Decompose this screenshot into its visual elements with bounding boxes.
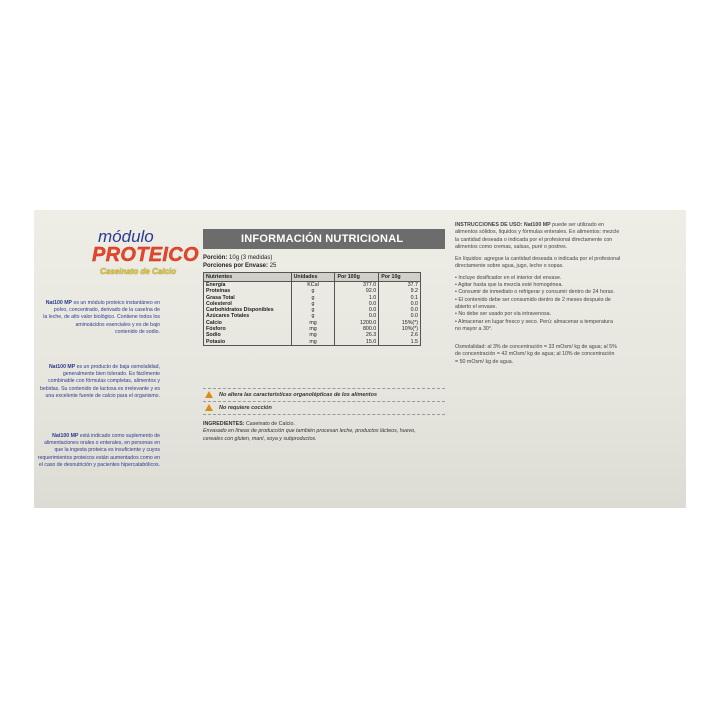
nutrition-header: INFORMACIÓN NUTRICIONAL: [203, 229, 445, 249]
table-cell: g: [291, 295, 335, 301]
table-cell: 1200.0: [335, 320, 379, 326]
table-cell: Fósforo: [204, 326, 292, 332]
instructions-bullets: [455, 275, 669, 333]
table-cell: 0.0: [379, 301, 421, 307]
product-name: Nat100 MP: [48, 364, 76, 370]
instructions-paragraph-2: [455, 256, 669, 271]
table-cell: 92.0: [335, 288, 379, 294]
text-line: la cantidad deseada o indicada por el profesional directamente con: [455, 236, 613, 243]
table-cell: Grasa Total: [204, 295, 292, 301]
text-line: requerimientos proteicos están aumentados como en: [37, 454, 160, 461]
table-cell: g: [291, 288, 335, 294]
table-cell: 2.6: [379, 332, 421, 338]
table-cell: mg: [291, 320, 335, 326]
text-line: está indicado como suplemento de: [79, 433, 160, 439]
column-header: Nutrientes: [204, 273, 292, 282]
ingredients: [203, 421, 443, 443]
text-line: generalmente bien tolerado. Es fácilmente: [62, 371, 160, 378]
bullet-item: • Consumir de inmediato o refrigerar y consumir dentro de 24 horas.: [455, 289, 615, 296]
bullet-item: • Almacenar en lugar fresco y seco. Perú: almacenar a temperatura: [455, 318, 613, 325]
text-line: la leche, de alto valor biológico. Contiene todos los: [43, 314, 160, 321]
warning-row-2: [203, 401, 445, 415]
warning-triangle-icon: [205, 391, 213, 398]
left-paragraph-3: [0, 433, 160, 469]
osmolality-info: [455, 344, 669, 366]
column-header: Por 100g: [335, 273, 379, 282]
product-name: Nat100 MP: [52, 433, 79, 439]
table-cell: mg: [291, 326, 335, 332]
bullet-item: abierto el envase.: [455, 303, 497, 310]
warning-text: No altera las características organolépticas de los alimentos: [219, 392, 378, 398]
text-line: bebidas. Su contenido de lactosa es irrelevante y es: [40, 385, 160, 392]
column-header: Unidades: [291, 273, 335, 282]
table-cell: mg: [291, 339, 335, 346]
table-cell: 800.0: [335, 326, 379, 332]
text-line: una excelente fuente de calcio para el organismo.: [45, 392, 160, 399]
text-line: contenido de sodio.: [115, 328, 160, 335]
table-cell: Colesterol: [204, 301, 292, 307]
text-line: es un módulo proteico instantáneo en: [73, 300, 160, 306]
table-row: [204, 282, 421, 289]
table-cell: 9.2: [379, 288, 421, 294]
table-cell: mg: [291, 332, 335, 338]
column-header: Por 10g: [379, 273, 421, 282]
text-line: es un producto de baja osmolalidad,: [76, 364, 160, 370]
portion-info: [203, 254, 445, 270]
text-line: polvo, concentrado, derivado de la caseína de: [53, 307, 160, 314]
table-cell: Azúcares Totales: [204, 313, 292, 319]
table-cell: 0.1: [379, 295, 421, 301]
servings-value: 25: [269, 263, 277, 269]
text-line: alimentos como cremas, salsas, puré o postres.: [455, 243, 568, 250]
table-cell: Carbohidratos Disponibles: [204, 307, 292, 313]
text-line: directamente sobre agua, jugo, leche o sopas.: [455, 263, 564, 270]
brand-proteico-text: PROTEICO: [92, 244, 199, 266]
allergen-note: cereales con gluten, maní, soya y subproductos.: [203, 435, 317, 442]
text-line: combinable con fórmulas completas, alimentos y: [48, 378, 160, 385]
table-cell: Energía: [204, 282, 292, 289]
bullet-item: • Incluye dosificador en el interior del envase.: [455, 274, 562, 281]
text-line: que la ingesta proteica es insuficiente y cuyos: [54, 447, 160, 454]
table-cell: 1.5: [379, 339, 421, 346]
table-cell: 10%(*): [379, 326, 421, 332]
text-line: puede ser utilizado en: [552, 222, 605, 228]
text-line: Osmolalidad: al 3% de concentración = 33 mOsm/ kg de agua; al 5%: [455, 344, 617, 351]
servings-label: Porciones por Envase:: [203, 263, 269, 269]
product-name: Nat100 MP: [45, 300, 73, 306]
bullet-item: • No debe ser usado por vía intravenosa.: [455, 311, 552, 318]
warning-row-1: [203, 388, 445, 401]
table-cell: g: [291, 307, 335, 313]
table-cell: 0.0: [379, 313, 421, 319]
brand-caseinate-text: Caseinato de Calcio: [100, 267, 177, 276]
table-cell: 0.0: [335, 313, 379, 319]
instructions-title: INSTRUCCIONES DE USO:: [455, 222, 523, 228]
table-cell: 0.0: [379, 307, 421, 313]
product-name: Nat100 MP: [523, 222, 551, 228]
warning-text: No requiere cocción: [219, 405, 272, 411]
table-cell: Calcio: [204, 320, 292, 326]
instructions-panel: [455, 222, 669, 369]
table-cell: 377.0: [335, 282, 379, 289]
text-line: alimentaciones orales o enterales, en personas en: [44, 440, 160, 447]
table-cell: 15.0: [335, 339, 379, 346]
warning-triangle-icon: [205, 404, 213, 411]
allergen-note: Envasado en líneas de producción que también procesan leche, productos lácteos, huevo,: [203, 428, 416, 435]
instructions-paragraph-1: [455, 222, 669, 251]
bullet-item: no mayor a 30°.: [455, 325, 493, 332]
text-line: = 50 mOsm/ kg de agua.: [455, 358, 514, 365]
table-row: [204, 339, 421, 346]
portion-value: 10g (3 medidas): [229, 255, 273, 261]
table-cell: Proteínas: [204, 288, 292, 294]
table-cell: Potasio: [204, 339, 292, 346]
table-cell: 37.7: [379, 282, 421, 289]
table-header-row: [204, 273, 421, 282]
table-cell: g: [291, 301, 335, 307]
left-paragraph-2: [0, 364, 160, 400]
text-line: alimentos sólidos, líquidos y fórmulas enterales. En alimentos: mezcle: [455, 229, 620, 236]
table-cell: 0.0: [335, 307, 379, 313]
table-cell: 15%(*): [379, 320, 421, 326]
text-line: En líquidos: agregue la cantidad deseada o indicada por el profesional: [455, 256, 621, 263]
nutrition-panel: [203, 229, 445, 346]
nutrition-table: [203, 272, 421, 346]
left-paragraph-1: [0, 300, 160, 336]
table-cell: g: [291, 313, 335, 319]
table-cell: 26.3: [335, 332, 379, 338]
text-line: de concentración = 42 mOsm/ kg de agua; al 10% de concentración: [455, 351, 615, 358]
table-cell: KCal: [291, 282, 335, 289]
ingredients-value: Caseinato de Calcio.: [245, 421, 295, 427]
table-cell: 1.0: [335, 295, 379, 301]
bullet-item: • Agitar hasta que la mezcla esté homogénea.: [455, 282, 563, 289]
portion-label: Porción:: [203, 255, 228, 261]
brand-module-text: módulo: [98, 227, 154, 246]
table-cell: Sodio: [204, 332, 292, 338]
text-line: aminoácidos esenciales y es de bajo: [75, 321, 160, 328]
text-line: el caso de desnutrición y pacientes hipercatabólicos.: [38, 461, 160, 468]
table-cell: 0.0: [335, 301, 379, 307]
bullet-item: • El contenido debe ser consumido dentro de 2 meses después de: [455, 296, 611, 303]
ingredients-label: INGREDIENTES:: [203, 421, 245, 427]
